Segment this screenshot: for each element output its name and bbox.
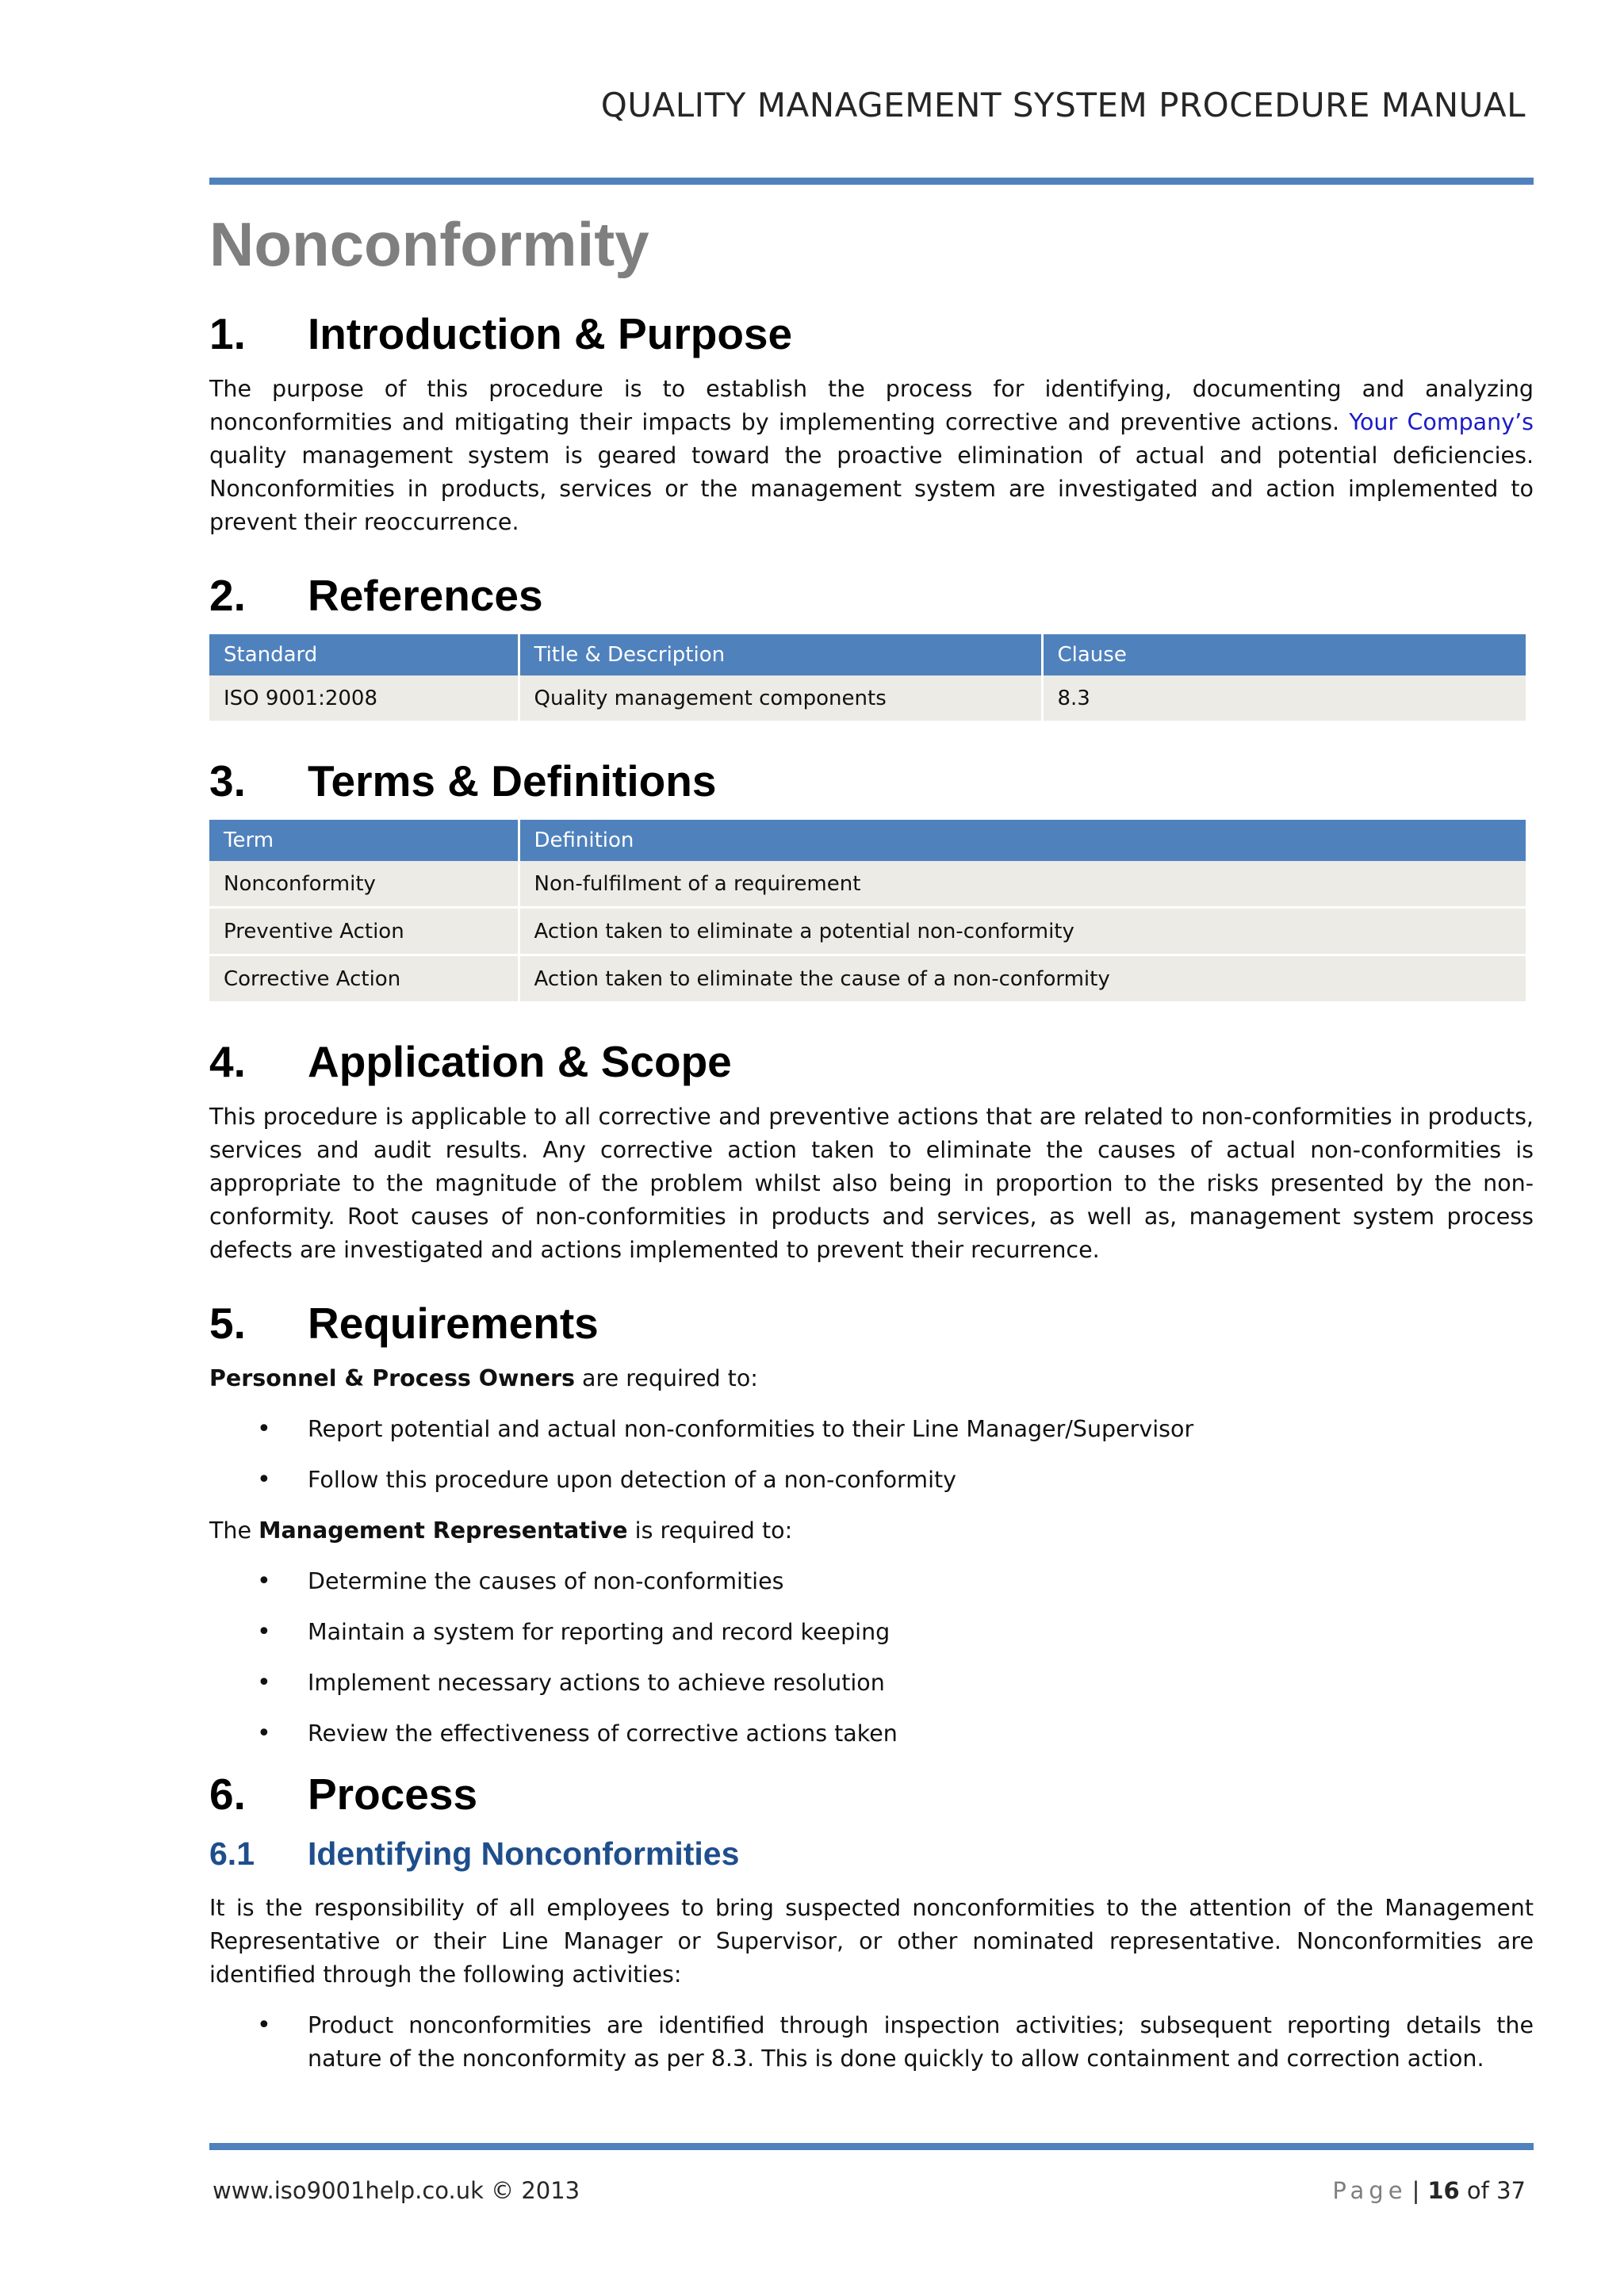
section-number: 1. [209, 309, 246, 358]
identifying-paragraph: It is the responsibility of all employees to bring suspected nonconformities to the attention of the Management Representative or their Line Manager or Supervisor, or other nominated representative. Nonconformities are identified through the following activities: [209, 1895, 1534, 1988]
table-row [209, 861, 1526, 908]
footer-rule [209, 2143, 1534, 2150]
section-heading-requirements [209, 1297, 1534, 1349]
section-title: Terms & Definitions [308, 756, 717, 806]
introduction-paragraph: The purpose of this procedure is to establish the process for identifying, documenting and analyzing nonconformities and mitigating their impacts by implementing corrective and preventive actions. Your Company’s quality management system is geared toward the proactive elimination of actual and potential deficiencies. Nonconformities in products, services or the management system are investigated and action implemented to prevent their reoccurrence. [209, 376, 1534, 535]
table-cell: Preventive Action [209, 908, 519, 955]
page-label: Page [1332, 2177, 1408, 2204]
page-content [209, 208, 1534, 2093]
section-number: 6. [209, 1770, 246, 1819]
running-header: QUALITY MANAGEMENT SYSTEM PROCEDURE MANUAL [600, 86, 1526, 124]
section-title: Requirements [308, 1299, 599, 1348]
section-heading-scope [209, 1035, 1534, 1088]
section-heading-introduction [209, 308, 1534, 360]
table-row [209, 955, 1526, 1003]
scope-paragraph: This procedure is applicable to all corrective and preventive actions that are related to non-conformities in products, services and audit results. Any corrective action taken to eliminate the causes of actual non-conformities is appropriate to the magnitude of the problem whilst also being in proportion to the risks presented by the non-conformity. Root causes of non-conformities in products and services, as well as, management system process defects are investigated and actions implemented to prevent their recurrence. [209, 1104, 1534, 1263]
references-table [209, 634, 1526, 723]
list-item: • Implement necessary actions to achieve resolution [209, 1667, 1534, 1700]
section-heading-process [209, 1768, 1534, 1820]
owners-list [209, 1413, 1534, 1497]
bullet-icon: • [257, 1466, 271, 1494]
section-number: 5. [209, 1299, 246, 1348]
table-cell: ISO 9001:2008 [209, 675, 519, 722]
section-title: Introduction & Purpose [308, 309, 793, 358]
column-header: Standard [209, 634, 519, 675]
section-title: Process [308, 1770, 478, 1819]
table-cell: Quality management components [519, 675, 1042, 722]
header-rule [209, 178, 1534, 185]
section-title: References [308, 571, 543, 620]
column-header: Clause [1042, 634, 1526, 675]
section-number: 3. [209, 756, 246, 806]
list-item: • Determine the causes of non-conformities [209, 1565, 1534, 1598]
section-heading-references [209, 569, 1534, 622]
definitions-table [209, 820, 1526, 1004]
section-number: 2. [209, 571, 246, 620]
list-item: • Maintain a system for reporting and record keeping [209, 1616, 1534, 1649]
section-title: Application & Scope [308, 1037, 732, 1086]
company-placeholder-link[interactable]: Your Company’s [1349, 409, 1534, 435]
section-heading-terms [209, 755, 1534, 807]
list-item: • Follow this procedure upon detection of a non-conformity [209, 1464, 1534, 1497]
table-cell: 8.3 [1042, 675, 1526, 722]
bullet-icon: • [257, 1618, 271, 1646]
table-row [209, 675, 1526, 722]
subsection-heading-identifying [209, 1833, 1534, 1874]
management-rep-list [209, 1565, 1534, 1751]
bullet-icon: • [257, 2011, 271, 2039]
list-item: • Report potential and actual non-conformities to their Line Manager/Supervisor [209, 1413, 1534, 1446]
bullet-icon: • [257, 1720, 271, 1747]
current-page: 16 [1427, 2177, 1460, 2204]
document-title: Nonconformity [209, 209, 649, 279]
table-header-row [209, 634, 1526, 675]
table-cell: Non-fulfilment of a requirement [519, 861, 1526, 908]
table-row [209, 908, 1526, 955]
list-item: • Review the effectiveness of corrective actions taken [209, 1717, 1534, 1751]
column-header: Definition [519, 820, 1526, 861]
column-header: Term [209, 820, 519, 861]
list-item: • Product nonconformities are identified through inspection activities; subsequent reporting details the nature of the nonconformity as per 8.3. This is done quickly to allow containment and correction action. [209, 2009, 1534, 2076]
bullet-icon: • [257, 1669, 271, 1697]
management-rep-intro: The Management Representative is required to: [209, 1517, 793, 1544]
table-cell: Corrective Action [209, 955, 519, 1003]
identifying-list [209, 2009, 1534, 2076]
owners-intro: Personnel & Process Owners are required to: [209, 1365, 758, 1391]
column-header: Title & Description [519, 634, 1042, 675]
table-cell: Nonconformity [209, 861, 519, 908]
table-header-row [209, 820, 1526, 861]
bullet-icon: • [257, 1415, 271, 1443]
section-number: 4. [209, 1037, 246, 1086]
footer-website: www.iso9001help.co.uk © 2013 [213, 2177, 580, 2204]
total-pages: of 37 [1466, 2177, 1526, 2204]
subsection-title: Identifying Nonconformities [308, 1835, 740, 1872]
page-separator: | [1411, 2177, 1420, 2204]
table-cell: Action taken to eliminate a potential non-conformity [519, 908, 1526, 955]
bullet-icon: • [257, 1567, 271, 1595]
footer-page-number [1332, 2177, 1526, 2204]
subsection-number: 6.1 [209, 1835, 255, 1872]
table-cell: Action taken to eliminate the cause of a non-conformity [519, 955, 1526, 1003]
